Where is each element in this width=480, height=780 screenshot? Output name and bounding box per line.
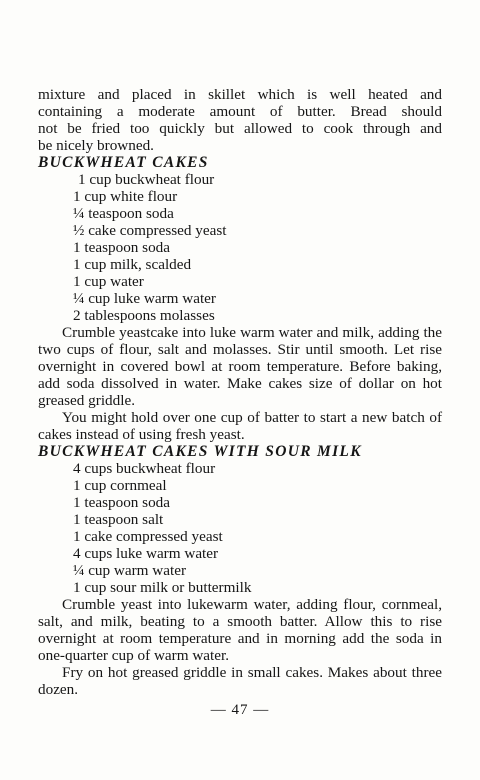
intro-paragraph [38,86,442,154]
ingredient-item: 2 tablespoons molasses [73,307,215,324]
ingredient-list-buckwheat-cakes [38,171,442,324]
intro-line: be nicely browned. [38,137,154,154]
ingredient-item: 1 teaspoon soda [73,494,171,511]
ingredient-item: 1 cup buckwheat flour [78,171,215,188]
recipe-title-buckwheat-cakes-sour-milk: BUCKWHEAT CAKES WITH SOUR MILK [38,443,362,460]
directions-paragraph: Crumble yeastcake into luke warm water and milk, adding the two cups of flour, salt and molasses. Stir until smooth. Let rise overnight in covered bowl at room temperature. Before baking, add soda dissolved in water. Make cakes size of dollar on hot greased griddle. [38,324,442,409]
page-number: — 47 — [210,702,270,718]
ingredient-item: 4 cups buckwheat flour [73,460,216,477]
ingredient-item: 1 cup white flour [73,188,178,205]
cookbook-page [38,86,442,719]
recipe-title-buckwheat-cakes: BUCKWHEAT CAKES [38,154,209,171]
ingredient-item: 1 cake compressed yeast [73,528,223,545]
intro-line: containing a moderate amount of butter. Bread should [38,103,442,120]
intro-line: mixture and placed in skillet which is well heated and [38,86,442,103]
ingredient-item: 1 teaspoon soda [73,239,171,256]
ingredient-item: 1 cup water [73,273,144,290]
ingredient-item: 1 cup sour milk or buttermilk [73,579,252,596]
intro-line: not be fried too quickly but allowed to cook through and [38,120,442,137]
ingredient-item: 4 cups luke warm water [73,545,219,562]
directions-paragraph: You might hold over one cup of batter to start a new batch of cakes instead of using fresh yeast. [38,409,442,443]
ingredient-item: 1 teaspoon salt [73,511,164,528]
ingredient-item: ¼ cup luke warm water [73,290,216,307]
ingredient-item: ¼ cup warm water [73,562,187,579]
directions-paragraph: Crumble yeast into lukewarm water, adding flour, cornmeal, salt, and milk, beating to a smooth batter. Allow this to rise overnight at room temperature and in morning add the soda in one-quarter cup of warm water. [38,596,442,664]
ingredient-item: ½ cake compressed yeast [73,222,227,239]
ingredient-list-sour-milk [38,460,442,596]
ingredient-item: 1 cup milk, scalded [73,256,192,273]
ingredient-item: 1 cup cornmeal [73,477,167,494]
ingredient-item: ¼ teaspoon soda [73,205,174,222]
directions-paragraph: Fry on hot greased griddle in small cakes. Makes about three dozen. [38,664,442,698]
